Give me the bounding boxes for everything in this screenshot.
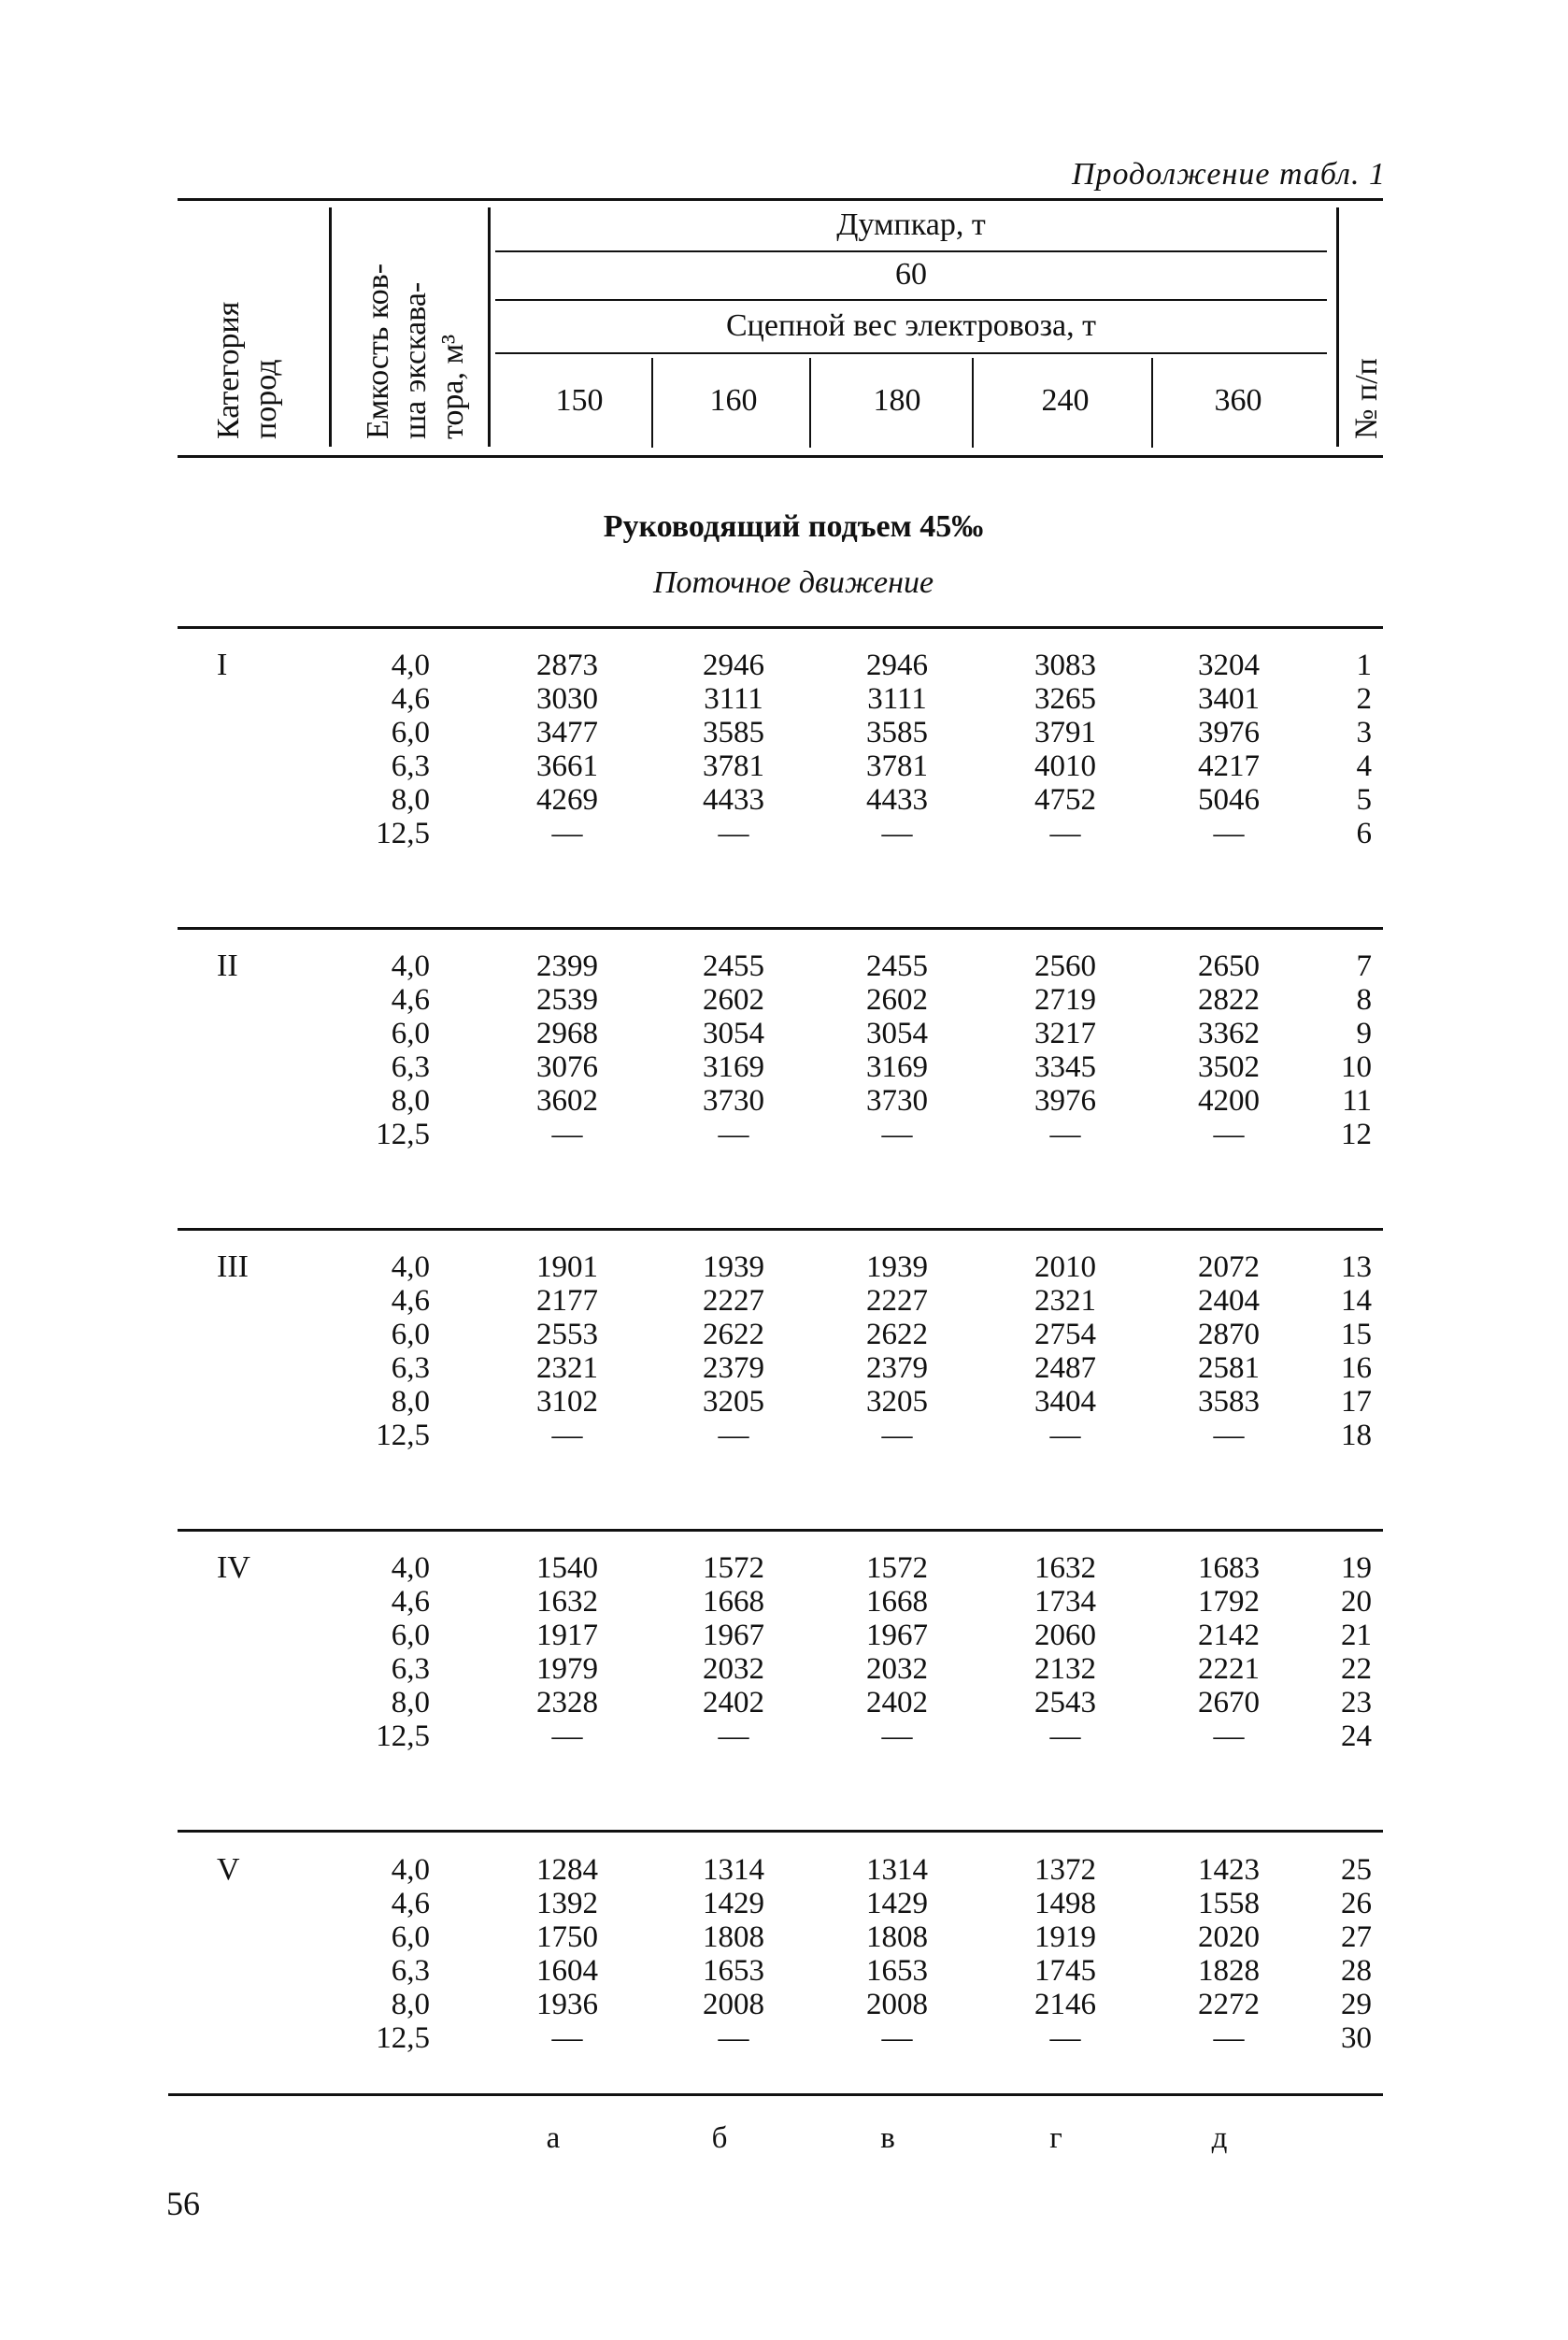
table-cell: —	[718, 2021, 749, 2055]
table-cell: —	[718, 1118, 749, 1151]
table-cell: —	[1213, 1118, 1245, 1151]
row-number: 21	[1341, 1619, 1372, 1652]
table-cell: 3217	[1034, 1017, 1096, 1050]
table-cell: 4200	[1198, 1084, 1260, 1118]
section-subtitle: Поточное движение	[652, 565, 934, 600]
capacity-value: 8,0	[391, 783, 430, 817]
group-separator-rule	[178, 1529, 1383, 1532]
table-cell: 2032	[703, 1652, 764, 1686]
table-cell: 1632	[536, 1585, 598, 1619]
loco-rule	[495, 352, 1327, 354]
table-cell: 3054	[866, 1017, 928, 1050]
table-cell: 1792	[1198, 1585, 1260, 1619]
dumpcar-value: 60	[895, 257, 927, 292]
table-cell: 3204	[1198, 649, 1260, 682]
weight-divider-4	[1151, 358, 1153, 448]
row-number: 29	[1341, 1988, 1372, 2021]
row-number: 16	[1341, 1351, 1372, 1385]
continuation-label: Продолжение табл. 1	[1071, 157, 1386, 192]
table-cell: 2622	[866, 1318, 928, 1351]
table-cell: 2399	[536, 949, 598, 983]
weight-divider-2	[809, 358, 811, 448]
header-bottom-rule	[178, 455, 1383, 458]
table-cell: —	[551, 1719, 583, 1753]
table-cell: —	[551, 817, 583, 850]
table-cell: 1683	[1198, 1551, 1260, 1585]
table-cell: 1668	[703, 1585, 764, 1619]
group-separator-rule	[178, 927, 1383, 930]
category-label: III	[217, 1249, 249, 1284]
weight-divider-3	[972, 358, 974, 448]
table-cell: 2272	[1198, 1988, 1260, 2021]
row-number: 25	[1341, 1853, 1372, 1887]
table-cell: 2402	[703, 1686, 764, 1719]
table-cell: 2581	[1198, 1351, 1260, 1385]
table-cell: 3401	[1198, 682, 1260, 716]
row-number: 26	[1341, 1887, 1372, 1920]
row-number: 14	[1341, 1284, 1372, 1318]
table-cell: 4269	[536, 783, 598, 817]
table-cell: 4010	[1034, 749, 1096, 783]
table-cell: 1979	[536, 1652, 598, 1686]
table-cell: 2873	[536, 649, 598, 682]
table-cell: 2321	[536, 1351, 598, 1385]
table-cell: 3076	[536, 1050, 598, 1084]
table-cell: 4433	[703, 783, 764, 817]
col-capacity-line-2: ша экскава-	[398, 281, 433, 439]
header-divider-1	[329, 207, 332, 447]
table-cell: 1668	[866, 1585, 928, 1619]
dumpcar-rule	[495, 250, 1327, 252]
table-cell: 2328	[536, 1686, 598, 1719]
weight-240: 240	[1041, 383, 1090, 418]
row-number: 15	[1341, 1318, 1372, 1351]
col-category-line-1: Категория	[211, 301, 246, 439]
capacity-value: 12,5	[376, 817, 430, 850]
table-cell: 1429	[703, 1887, 764, 1920]
table-cell: 2008	[866, 1988, 928, 2021]
table-cell: —	[881, 817, 913, 850]
row-number: 17	[1341, 1385, 1372, 1419]
table-cell: 3585	[703, 716, 764, 749]
table-cell: 2553	[536, 1318, 598, 1351]
footer-letter: б	[711, 2121, 728, 2155]
table-cell: 3362	[1198, 1017, 1260, 1050]
table-cell: 2010	[1034, 1250, 1096, 1284]
table-cell: 2455	[866, 949, 928, 983]
footer-letter: д	[1211, 2121, 1228, 2155]
row-number: 20	[1341, 1585, 1372, 1619]
table-cell: 2539	[536, 983, 598, 1017]
table-cell: 1572	[866, 1551, 928, 1585]
table-cell: 2177	[536, 1284, 598, 1318]
table-cell: 4752	[1034, 783, 1096, 817]
table-cell: 4217	[1198, 749, 1260, 783]
group-separator-rule	[178, 1228, 1383, 1231]
section-title: Руководящий подъем 45‰	[603, 509, 984, 544]
table-cell: 3730	[866, 1084, 928, 1118]
dumpcar-value-rule	[495, 299, 1327, 301]
capacity-value: 4,0	[391, 649, 430, 682]
table-cell: 2321	[1034, 1284, 1096, 1318]
table-cell: 2379	[866, 1351, 928, 1385]
capacity-value: 4,0	[391, 949, 430, 983]
table-cell: 2487	[1034, 1351, 1096, 1385]
table-cell: —	[1049, 1719, 1081, 1753]
table-cell: 3976	[1198, 716, 1260, 749]
capacity-value: 4,0	[391, 1250, 430, 1284]
table-cell: 2379	[703, 1351, 764, 1385]
table-cell: 1653	[866, 1954, 928, 1988]
table-cell: 3781	[866, 749, 928, 783]
row-number: 5	[1356, 783, 1372, 817]
table-cell: 2719	[1034, 983, 1096, 1017]
row-number: 3	[1356, 716, 1372, 749]
row-number: 22	[1341, 1652, 1372, 1686]
table-cell: —	[551, 2021, 583, 2055]
capacity-value: 6,3	[391, 749, 430, 783]
table-cell: 1392	[536, 1887, 598, 1920]
table-cell: —	[551, 1419, 583, 1452]
capacity-value: 12,5	[376, 1118, 430, 1151]
table-cell: 1558	[1198, 1887, 1260, 1920]
capacity-value: 6,0	[391, 1017, 430, 1050]
col-capacity-header	[360, 264, 472, 439]
table-cell: 3477	[536, 716, 598, 749]
capacity-value: 6,3	[391, 1652, 430, 1686]
table-cell: 3169	[703, 1050, 764, 1084]
table-cell: 3602	[536, 1084, 598, 1118]
category-label: II	[217, 949, 238, 983]
table-cell: 1498	[1034, 1887, 1096, 1920]
table-cell: 3083	[1034, 649, 1096, 682]
row-number: 18	[1341, 1419, 1372, 1452]
table-cell: 2754	[1034, 1318, 1096, 1351]
table-cell: 4433	[866, 783, 928, 817]
table-cell: 3976	[1034, 1084, 1096, 1118]
capacity-value: 6,0	[391, 1920, 430, 1954]
table-cell: —	[718, 1419, 749, 1452]
table-cell: 3102	[536, 1385, 598, 1419]
table-cell: 3054	[703, 1017, 764, 1050]
table-cell: —	[881, 2021, 913, 2055]
table-cell: —	[1213, 2021, 1245, 2055]
capacity-value: 6,3	[391, 1050, 430, 1084]
col-category-line-2: пород	[249, 359, 283, 439]
capacity-value: 6,3	[391, 1351, 430, 1385]
row-number: 8	[1356, 983, 1372, 1017]
table-cell: 2602	[703, 983, 764, 1017]
table-cell: 2543	[1034, 1686, 1096, 1719]
table-cell: 1967	[703, 1619, 764, 1652]
row-number: 28	[1341, 1954, 1372, 1988]
table-cell: 2622	[703, 1318, 764, 1351]
table-cell: 2020	[1198, 1920, 1260, 1954]
capacity-value: 4,6	[391, 1585, 430, 1619]
row-number: 1	[1356, 649, 1372, 682]
capacity-value: 6,3	[391, 1954, 430, 1988]
table-cell: 1604	[536, 1954, 598, 1988]
row-number: 24	[1341, 1719, 1372, 1753]
table-cell: —	[881, 1419, 913, 1452]
row-number: 11	[1342, 1084, 1372, 1118]
row-number: 23	[1341, 1686, 1372, 1719]
table-cell: 1745	[1034, 1954, 1096, 1988]
dumpcar-label: Думпкар, т	[836, 207, 986, 242]
table-cell: 3030	[536, 682, 598, 716]
table-cell: 1429	[866, 1887, 928, 1920]
capacity-value: 12,5	[376, 2021, 430, 2055]
table-cell: 2670	[1198, 1686, 1260, 1719]
table-cell: 1936	[536, 1988, 598, 2021]
table-cell: 2602	[866, 983, 928, 1017]
category-label: I	[217, 648, 228, 682]
table-cell: 1808	[703, 1920, 764, 1954]
weight-360: 360	[1214, 383, 1262, 418]
row-number: 30	[1341, 2021, 1372, 2055]
table-cell: 1734	[1034, 1585, 1096, 1619]
row-number: 27	[1341, 1920, 1372, 1954]
table-cell: 3781	[703, 749, 764, 783]
footer-letter: а	[546, 2121, 561, 2155]
row-number: 13	[1341, 1250, 1372, 1284]
capacity-value: 4,6	[391, 1887, 430, 1920]
table-cell: 2650	[1198, 949, 1260, 983]
page-number: 56	[166, 2185, 200, 2222]
table-cell: 2032	[866, 1652, 928, 1686]
table-cell: 1828	[1198, 1954, 1260, 1988]
table-cell: 2455	[703, 949, 764, 983]
capacity-value: 4,6	[391, 682, 430, 716]
table-cell: 1372	[1034, 1853, 1096, 1887]
table-cell: 2142	[1198, 1619, 1260, 1652]
table-cell: —	[1049, 1419, 1081, 1452]
table-cell: 2968	[536, 1017, 598, 1050]
table-cell: 1917	[536, 1619, 598, 1652]
row-number: 10	[1341, 1050, 1372, 1084]
table-cell: 1653	[703, 1954, 764, 1988]
table-cell: —	[881, 1118, 913, 1151]
category-label: IV	[217, 1550, 250, 1585]
group-separator-rule	[178, 626, 1383, 629]
col-number-header	[1348, 358, 1386, 439]
table-cell: 2946	[866, 649, 928, 682]
capacity-value: 8,0	[391, 1385, 430, 1419]
table-cell: 3205	[703, 1385, 764, 1419]
table-cell: 3205	[866, 1385, 928, 1419]
table-cell: 2560	[1034, 949, 1096, 983]
table-cell: 1939	[703, 1250, 764, 1284]
table-cell: 1540	[536, 1551, 598, 1585]
table-cell: 2946	[703, 649, 764, 682]
table-cell: 1750	[536, 1920, 598, 1954]
table-cell: 3345	[1034, 1050, 1096, 1084]
table-cell: —	[1213, 817, 1245, 850]
table-cell: 2221	[1198, 1652, 1260, 1686]
table-cell: —	[718, 1719, 749, 1753]
capacity-value: 4,0	[391, 1551, 430, 1585]
group-separator-rule	[178, 1830, 1383, 1833]
table-cell: 3730	[703, 1084, 764, 1118]
table-cell: 3661	[536, 749, 598, 783]
table-cell: 3111	[867, 682, 927, 716]
table-bottom-rule	[168, 2093, 1383, 2096]
weight-180: 180	[873, 383, 921, 418]
table-cell: 2008	[703, 1988, 764, 2021]
header-top-rule	[178, 198, 1383, 201]
table-cell: 1967	[866, 1619, 928, 1652]
header-divider-3	[1336, 207, 1339, 447]
capacity-value: 4,0	[391, 1853, 430, 1887]
table-cell: —	[1213, 1719, 1245, 1753]
capacity-value: 4,6	[391, 1284, 430, 1318]
capacity-value: 8,0	[391, 1686, 430, 1719]
category-label: V	[217, 1852, 240, 1887]
table-cell: 2227	[703, 1284, 764, 1318]
footer-letter: г	[1049, 2121, 1062, 2155]
weight-150: 150	[555, 383, 604, 418]
table-cell: —	[1049, 1118, 1081, 1151]
row-number: 6	[1356, 817, 1372, 850]
col-number-label: № п/п	[1349, 358, 1384, 439]
table-cell: —	[881, 1719, 913, 1753]
table-cell: —	[1213, 1419, 1245, 1452]
row-number: 7	[1356, 949, 1372, 983]
row-number: 2	[1356, 682, 1372, 716]
table-cell: 2060	[1034, 1619, 1096, 1652]
capacity-value: 6,0	[391, 1318, 430, 1351]
table-cell: 1572	[703, 1551, 764, 1585]
table-cell: 1423	[1198, 1853, 1260, 1887]
table-cell: 2402	[866, 1686, 928, 1719]
table-cell: 1284	[536, 1853, 598, 1887]
table-cell: 1314	[703, 1853, 764, 1887]
weight-divider-1	[651, 358, 653, 448]
table-cell: 3404	[1034, 1385, 1096, 1419]
footer-letter: в	[880, 2121, 895, 2155]
table-cell: 1919	[1034, 1920, 1096, 1954]
col-category-header	[210, 302, 285, 439]
table-cell: 5046	[1198, 783, 1260, 817]
table-cell: —	[1049, 817, 1081, 850]
table-cell: 3111	[704, 682, 763, 716]
table-cell: 2072	[1198, 1250, 1260, 1284]
capacity-value: 4,6	[391, 983, 430, 1017]
table-cell: —	[551, 1118, 583, 1151]
table-cell: —	[718, 817, 749, 850]
row-number: 12	[1341, 1118, 1372, 1151]
table-cell: 1808	[866, 1920, 928, 1954]
table-cell: 2404	[1198, 1284, 1260, 1318]
table-cell: 1314	[866, 1853, 928, 1887]
table-cell: 1901	[536, 1250, 598, 1284]
capacity-value: 8,0	[391, 1084, 430, 1118]
capacity-value: 12,5	[376, 1719, 430, 1753]
table-cell: 3583	[1198, 1385, 1260, 1419]
capacity-value: 12,5	[376, 1419, 430, 1452]
row-number: 4	[1356, 749, 1372, 783]
loco-weight-label: Сцепной вес электровоза, т	[725, 308, 1096, 343]
weight-160: 160	[709, 383, 758, 418]
capacity-value: 6,0	[391, 716, 430, 749]
table-cell: 2870	[1198, 1318, 1260, 1351]
col-capacity-line-1: Емкость ков-	[361, 263, 395, 439]
table-cell: 3169	[866, 1050, 928, 1084]
table-cell: 3791	[1034, 716, 1096, 749]
table-cell: 3502	[1198, 1050, 1260, 1084]
row-number: 9	[1356, 1017, 1372, 1050]
capacity-value: 6,0	[391, 1619, 430, 1652]
table-cell: 3265	[1034, 682, 1096, 716]
table-cell: 1632	[1034, 1551, 1096, 1585]
table-cell: —	[1049, 2021, 1081, 2055]
table-cell: 3585	[866, 716, 928, 749]
table-cell: 2146	[1034, 1988, 1096, 2021]
table-cell: 2227	[866, 1284, 928, 1318]
row-number: 19	[1341, 1551, 1372, 1585]
table-cell: 2822	[1198, 983, 1260, 1017]
col-capacity-line-3: тора, м³	[435, 334, 470, 439]
header-divider-2	[488, 207, 491, 447]
table-cell: 1939	[866, 1250, 928, 1284]
table-cell: 2132	[1034, 1652, 1096, 1686]
capacity-value: 8,0	[391, 1988, 430, 2021]
